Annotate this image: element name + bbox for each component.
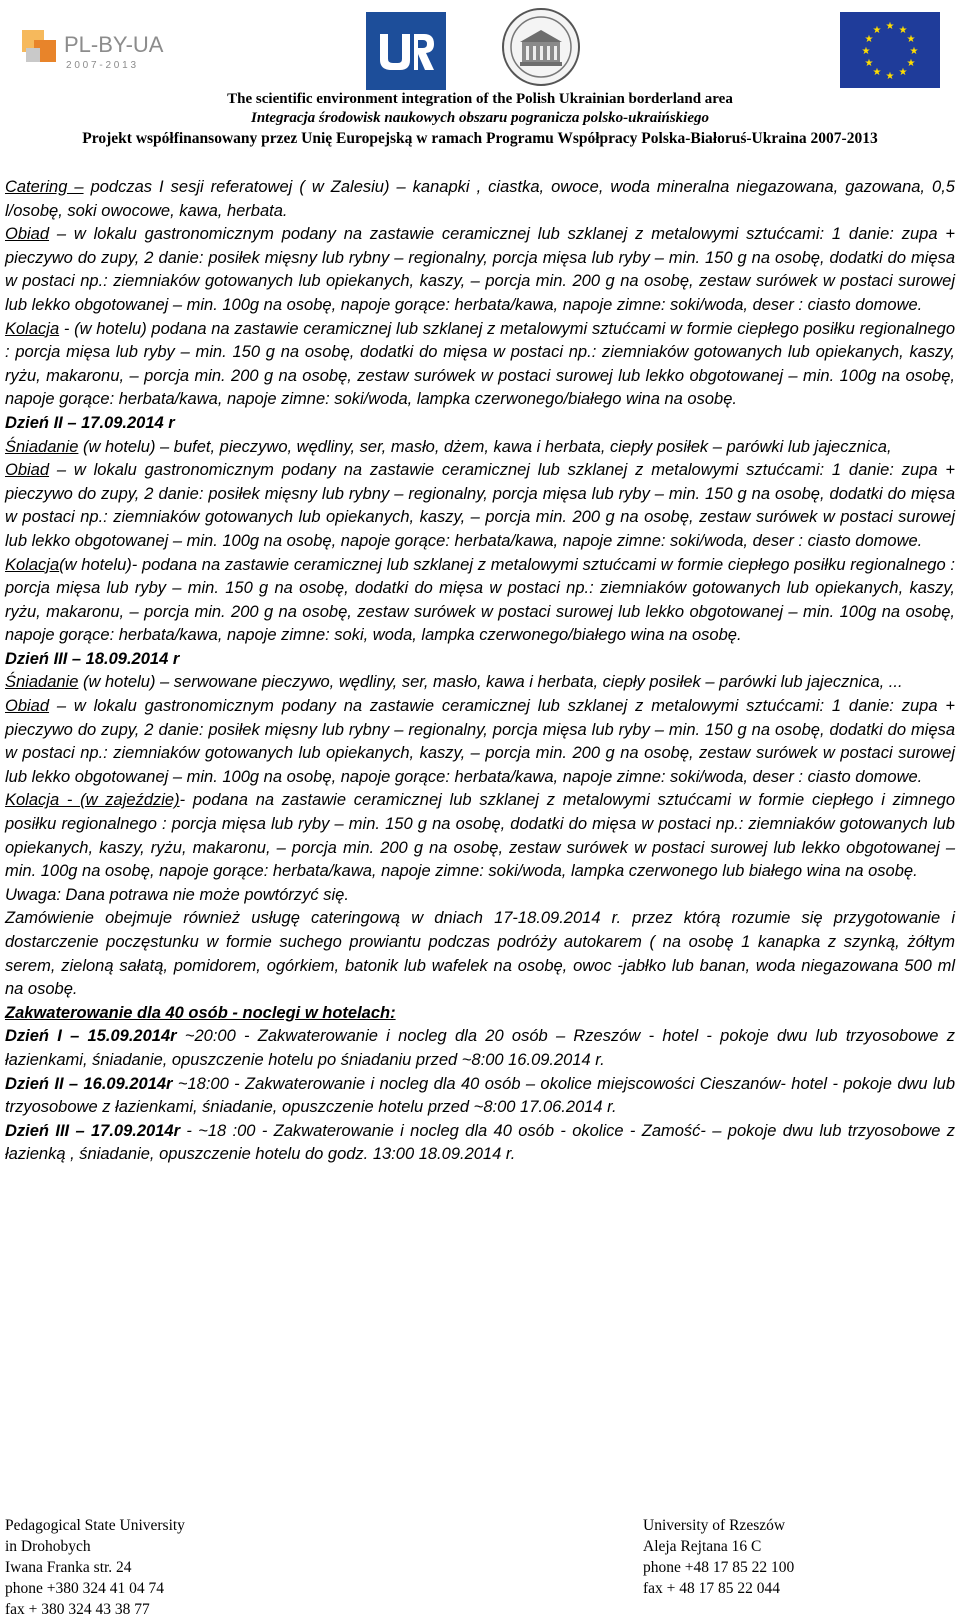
obiad-label: Obiad bbox=[5, 697, 50, 716]
day3-sniadanie-paragraph bbox=[5, 671, 955, 695]
header-cofinancing-note: Projekt współfinansowany przez Unię Europejską w ramach Programu Współpracy Polska-Białoruś-Ukraina 2007-2013 bbox=[82, 130, 878, 147]
day2-obiad-paragraph bbox=[5, 459, 955, 553]
sniadanie-label: Śniadanie bbox=[5, 673, 79, 692]
svg-text:★: ★ bbox=[898, 25, 908, 36]
obiad-label: Obiad bbox=[5, 461, 50, 480]
uwaga-note: Uwaga: Dana potrawa nie może powtórzyć się. bbox=[5, 885, 349, 904]
svg-text:PL-BY-UA: PL-BY-UA bbox=[64, 32, 164, 57]
zakwaterowanie-heading: Zakwaterowanie dla 40 osób - noclegi w hotelach: bbox=[5, 1003, 396, 1022]
kolacja-label: Kolacja - (w zajeździe) bbox=[5, 791, 180, 810]
kolacja-label: Kolacja bbox=[5, 555, 60, 574]
footer-line: Aleja Rejtana 16 C bbox=[643, 1538, 762, 1555]
sniadanie-label: Śniadanie bbox=[5, 437, 79, 456]
footer-line: phone +380 324 41 04 74 bbox=[5, 1580, 164, 1597]
svg-text:★: ★ bbox=[872, 67, 882, 78]
kolacja-text: - podana na zastawie ceramicznej lub szklanej z metalowymi sztućcami w formie ciepłego i zimnego posiłku regionalnego : porcja mięsa lub ryby – min. 150 g na osobę, dodatki do mięsa w postaci np.: ziemniaków gotowanych lub opiekanych, kaszy, ryżu, makaronu, – porcja min. 200 g na osobę, zestaw surówek w postaci surowej lub lekko obgotowanej – min. 100g na osobę, napoje gorące: herbata/kawa, napoje zimne: soki/woda, lampka czerwonego lub białego wina na osobę. bbox=[5, 791, 956, 881]
day3-kolacja-paragraph bbox=[5, 789, 955, 883]
day1-kolacja-paragraph bbox=[5, 318, 955, 412]
obiad-text: – w lokalu gastronomicznym podany na zastawie ceramicznej lub szklanej z metalowymi sztućcami: 1 danie: zupa + pieczywo do zupy, 2 danie: posiłek mięsny lub rybny – regionalny, porcja mięsa lub ryby – min. 150 g na osobę, dodatki do mięsa w postaci np.: ziemniaków gotowanych lub opiekanych, kaszy, – porcja min. 200 g na osobę, zestaw surówek w postaci surowej lub lekko obgotowanej – min. 100g na osobę, napoje gorące: herbata/kawa, napoje zimne: soki/woda, deser : ciasto domowe. bbox=[5, 461, 955, 550]
catering-text: podczas I sesji referatowej ( w Zalesiu) – kanapki , ciastka, owoce, woda mineralna niegazowana, gazowana, 0,5 l/osobę, soki owocowe, kawa, herbata. bbox=[5, 178, 955, 220]
footer-line: fax + 48 17 85 22 044 bbox=[643, 1580, 781, 1597]
logo-bar bbox=[0, 0, 960, 92]
zakwaterowanie-day: Dzień II – 16.09.2014r bbox=[5, 1074, 173, 1093]
footer-line: fax + 380 324 43 38 77 bbox=[5, 1601, 150, 1618]
header-title-english: The scientific environment integration of the Polish Ukrainian borderland area bbox=[227, 91, 733, 107]
day3-obiad-paragraph bbox=[5, 695, 955, 789]
zakwaterowanie-text: ~18:00 - Zakwaterowanie i nocleg dla 40 osób – okolice miejscowości Cieszanów- hotel - pokoje dwu lub trzyosobowe z łazienkami, śniadanie, opuszczenie hotelu przed ~8:00 17.06.2014 r. bbox=[5, 1074, 955, 1117]
zakwaterowanie-item bbox=[5, 1120, 955, 1167]
svg-text:★: ★ bbox=[906, 34, 916, 45]
zamowienie-paragraph: Zamówienie obejmuje również usługę cateringową w dniach 17-18.09.2014 r. przez którą rozumie się przygotowanie i dostarczenie poczęstunku w formie suchego prowiantu podczas podróży autokarem ( na osobę 1 kanapka z szynką, żółtym serem, zieloną sałatą, pomidorem, ogórkiem, batonik lub wafelek na osobę, owoc -jabłko lub banan, woda niegazowana 500 ml na osobę. bbox=[5, 909, 955, 999]
zakwaterowanie-item bbox=[5, 1073, 955, 1120]
day2-kolacja-paragraph bbox=[5, 554, 955, 648]
svg-text:★: ★ bbox=[909, 46, 919, 57]
day2-heading: Dzień II – 17.09.2014 r bbox=[5, 413, 175, 432]
zakwaterowanie-item bbox=[5, 1025, 955, 1072]
sniadanie-text: (w hotelu) – bufet, pieczywo, wędliny, ser, masło, dżem, kawa i herbata, ciepły posiłek – parówki lub jajecznica, bbox=[78, 437, 892, 456]
catering-label: Catering – bbox=[5, 178, 84, 196]
zakwaterowanie-day: Dzień I – 15.09.2014r bbox=[5, 1027, 177, 1046]
zakwaterowanie-text: - ~18 :00 - Zakwaterowanie i nocleg dla 40 osób - okolice - Zamość- – pokoje dwu lub trzyosobowe z łazienką , śniadanie, opuszczenie hotelu do godz. 13:00 18.09.2014 r. bbox=[5, 1121, 955, 1164]
footer-line: Pedagogical State University bbox=[5, 1517, 185, 1534]
svg-text:★: ★ bbox=[898, 67, 908, 78]
svg-text:★: ★ bbox=[906, 58, 916, 69]
zakwaterowanie-day: Dzień III – 17.09.2014r bbox=[5, 1121, 180, 1140]
drohobych-university-seal bbox=[500, 4, 582, 90]
footer-rzeszow-address bbox=[643, 1515, 794, 1599]
kolacja-text: - (w hotelu) podana na zastawie ceramicznej lub szklanej z metalowymi sztućcami w formie ciepłego posiłku regionalnego : porcja mięsa lub ryby – min. 150 g na osobę, dodatki do mięsa w postaci np.: ziemniaków gotowanych lub opiekanych, kaszy, ryżu, makaronu, – porcja min. 200 g na osobę, zestaw surówek w postaci surowej lub lekko obgotowanej – min. 100g na osobę, napoje gorące: herbata/kawa, napoje zimne: soki/woda, lampka czerwonego/białego wina na osobę. bbox=[5, 319, 955, 409]
university-of-rzeszow-logo bbox=[366, 12, 446, 90]
obiad-text: – w lokalu gastronomicznym podany na zastawie ceramicznej lub szklanej z metalowymi sztućcami: 1 danie: zupa + pieczywo do zupy, 2 danie: posiłek mięsny lub rybny – regionalny, porcja mięsa lub ryby – min. 150 g na osobę, dodatki do mięsa w postaci np.: ziemniaków gotowanych lub opiekanych, kaszy, – porcja min. 200 g na osobę, zestaw surówek w postaci surowej lub lekko obgotowanej – min. 100g na osobę, napoje gorące: herbata/kawa, napoje zimne: soki/woda, deser : ciasto domowe. bbox=[5, 225, 955, 314]
document-body bbox=[5, 176, 955, 1167]
svg-text:★: ★ bbox=[885, 21, 895, 32]
zakwaterowanie-text: ~20:00 - Zakwaterowanie i nocleg dla 20 osób – Rzeszów - hotel - pokoje dwu lub trzyosobowe z łazienkami, śniadanie, opuszczenie hotelu po śniadaniu przed ~8:00 16.09.2014 r. bbox=[5, 1027, 955, 1069]
svg-text:★: ★ bbox=[864, 34, 874, 45]
obiad-text: – w lokalu gastronomicznym podany na zastawie ceramicznej lub szklanej z metalowymi sztućcami: 1 danie: zupa + pieczywo do zupy, 2 danie: posiłek mięsny lub rybny – regionalny, porcja mięsa lub ryby – min. 150 g na osobę, dodatki do mięsa w postaci np.: ziemniaków gotowanych lub opiekanych, kaszy, – porcja min. 200 g na osobę, zestaw surówek w postaci surowej lub lekko obgotowanej – min. 100g na osobę, napoje gorące: herbata/kawa, napoje zimne: soki/woda, deser : ciasto domowe. bbox=[5, 697, 955, 786]
day1-obiad-paragraph bbox=[5, 223, 955, 317]
footer-line: phone +48 17 85 22 100 bbox=[643, 1559, 795, 1576]
kolacja-text: (w hotelu)- podana na zastawie ceramicznej lub szklanej z metalowymi sztućcami w formie ciepłego posiłku regionalnego : porcja mięsa lub ryby – min. 150 g na osobę, dodatki do mięsa w postaci np.: ziemniaków gotowanych lub opiekanych, kaszy, ryżu, makaronu, – porcja min. 200 g na osobę, zestaw surówek w postaci surowej lub lekko obgotowanej – min. 100g na osobę, napoje gorące: herbata/kawa, napoje zimne: soki, woda, lampka czerwonego/białego wina na osobę. bbox=[5, 555, 955, 645]
footer-drohobych-address bbox=[5, 1515, 185, 1620]
svg-text:★: ★ bbox=[872, 25, 882, 36]
footer-line: in Drohobych bbox=[5, 1538, 91, 1555]
svg-text:★: ★ bbox=[861, 46, 871, 57]
catering-paragraph bbox=[5, 176, 955, 223]
svg-text:2 0 0 7 - 2 0 1 3: 2 0 0 7 - 2 0 1 3 bbox=[66, 60, 137, 71]
kolacja-label: Kolacja bbox=[5, 319, 60, 338]
footer-line: Iwana Franka str. 24 bbox=[5, 1559, 132, 1576]
header-title-polish: Integracja środowisk naukowych obszaru pogranicza polsko-ukraińskiego bbox=[251, 110, 709, 126]
eu-flag-logo bbox=[840, 12, 940, 88]
day3-heading: Dzień III – 18.09.2014 r bbox=[5, 649, 180, 668]
day2-sniadanie-paragraph bbox=[5, 436, 955, 460]
svg-text:★: ★ bbox=[885, 71, 895, 82]
obiad-label: Obiad bbox=[5, 225, 50, 244]
sniadanie-text: (w hotelu) – serwowane pieczywo, wędliny, ser, masło, kawa i herbata, ciepły posiłek – parówki lub jajecznica, ... bbox=[78, 673, 903, 692]
svg-text:★: ★ bbox=[864, 58, 874, 69]
footer-line: University of Rzeszów bbox=[643, 1517, 786, 1534]
pl-by-ua-logo bbox=[20, 24, 180, 84]
